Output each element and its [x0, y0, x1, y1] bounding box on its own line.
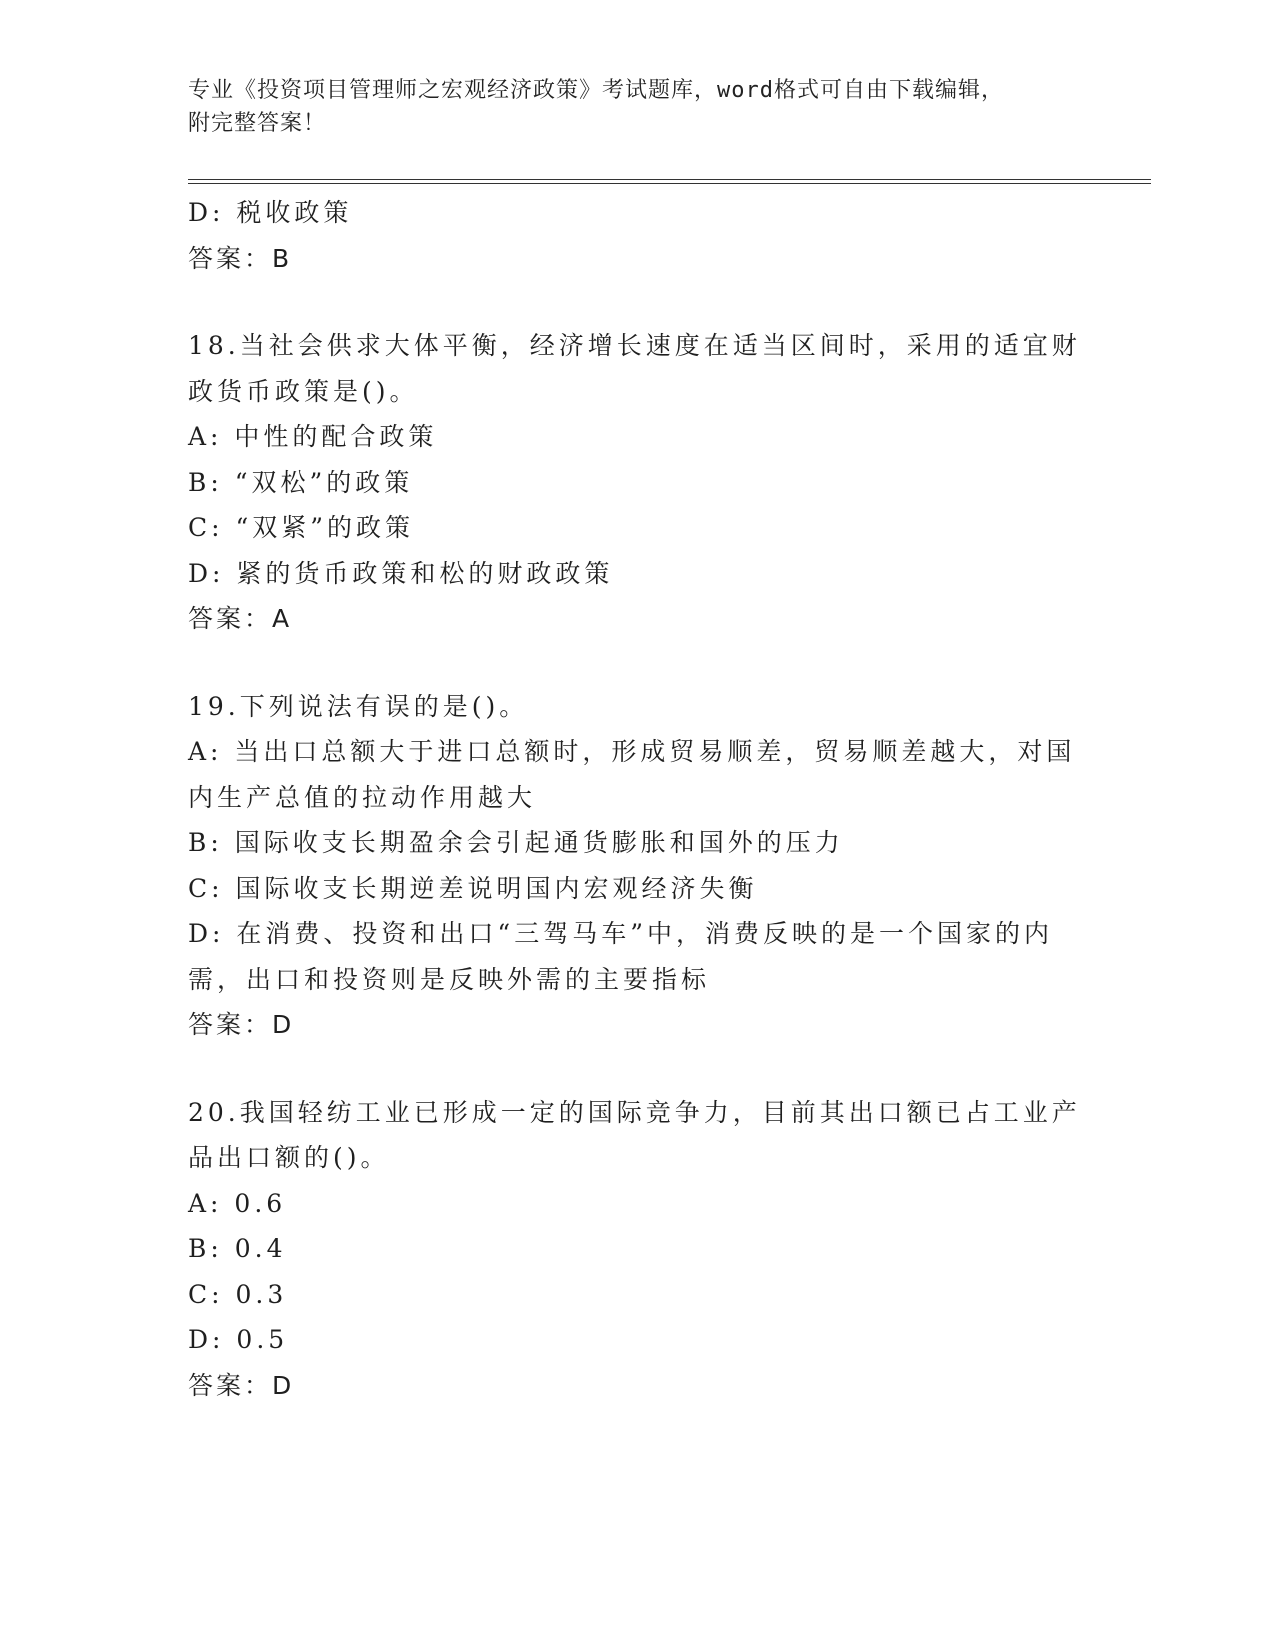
option-a: A: 中性的配合政策	[188, 422, 438, 451]
option-d: D: 紧的货币政策和松的财政政策	[188, 558, 614, 588]
question-19	[188, 684, 1088, 1048]
option-b: B: “双松”的政策	[188, 467, 414, 497]
header-line-2: 附完整答案！	[188, 111, 327, 136]
question-20	[188, 1090, 1088, 1409]
answer-label: 答案：	[188, 243, 273, 273]
answer-value: D	[272, 1010, 293, 1039]
answer	[188, 1363, 1088, 1409]
question-stem: 政货币政策是()。	[188, 376, 419, 406]
question-list	[188, 190, 1088, 1408]
option-d: D: 0.5	[188, 1325, 289, 1354]
answer-label: 答案：	[188, 1010, 273, 1039]
option-c: C: 0.3	[188, 1279, 288, 1309]
question-stem: 20.我国轻纺工业已形成一定的国际竞争力，目前其出口额已占工业产	[188, 1097, 1081, 1127]
option-d: D: 在消费、投资和出口“三驾马车”中，消费反映的是一个国家的内	[188, 919, 1053, 948]
option-a: A: 0.6	[188, 1188, 287, 1218]
question-18	[188, 323, 1088, 642]
header-divider-bottom	[188, 183, 1151, 184]
option-a: A: 当出口总额大于进口总额时，形成贸易顺差，贸易顺差越大，对国	[188, 737, 1076, 766]
option-c: C: “双紧”的政策	[188, 513, 415, 542]
option-b: B: 0.4	[188, 1234, 287, 1263]
header-divider-top	[188, 179, 1151, 180]
answer-value: B	[272, 243, 291, 273]
answer	[188, 1002, 1088, 1048]
option-b: B: 国际收支长期盈余会引起通货膨胀和国外的压力	[188, 828, 844, 857]
answer-label: 答案：	[188, 604, 273, 633]
answer-label: 答案：	[188, 1370, 273, 1400]
answer-value: D	[272, 1370, 293, 1400]
answer	[188, 596, 1088, 642]
option-d-continued: 需，出口和投资则是反映外需的主要指标	[188, 964, 711, 994]
spacer	[188, 281, 1088, 323]
option-c: C: 国际收支长期逆差说明国内宏观经济失衡	[188, 873, 758, 903]
header-line-1: 专业《投资项目管理师之宏观经济政策》考试题库，word格式可自由下载编辑，	[188, 78, 1004, 103]
spacer	[188, 1048, 1088, 1090]
answer-value: A	[272, 604, 291, 633]
question-stem: 18.当社会供求大体平衡，经济增长速度在适当区间时，采用的适宜财	[188, 331, 1081, 360]
document-header	[188, 74, 1088, 140]
question-stem: 19.下列说法有误的是()。	[188, 691, 529, 721]
prev-answer	[188, 236, 1088, 282]
option-a-continued: 内生产总值的拉动作用越大	[188, 782, 537, 812]
prev-option-d: D: 税收政策	[188, 198, 353, 227]
question-stem: 品出口额的()。	[188, 1143, 390, 1172]
spacer	[188, 642, 1088, 684]
